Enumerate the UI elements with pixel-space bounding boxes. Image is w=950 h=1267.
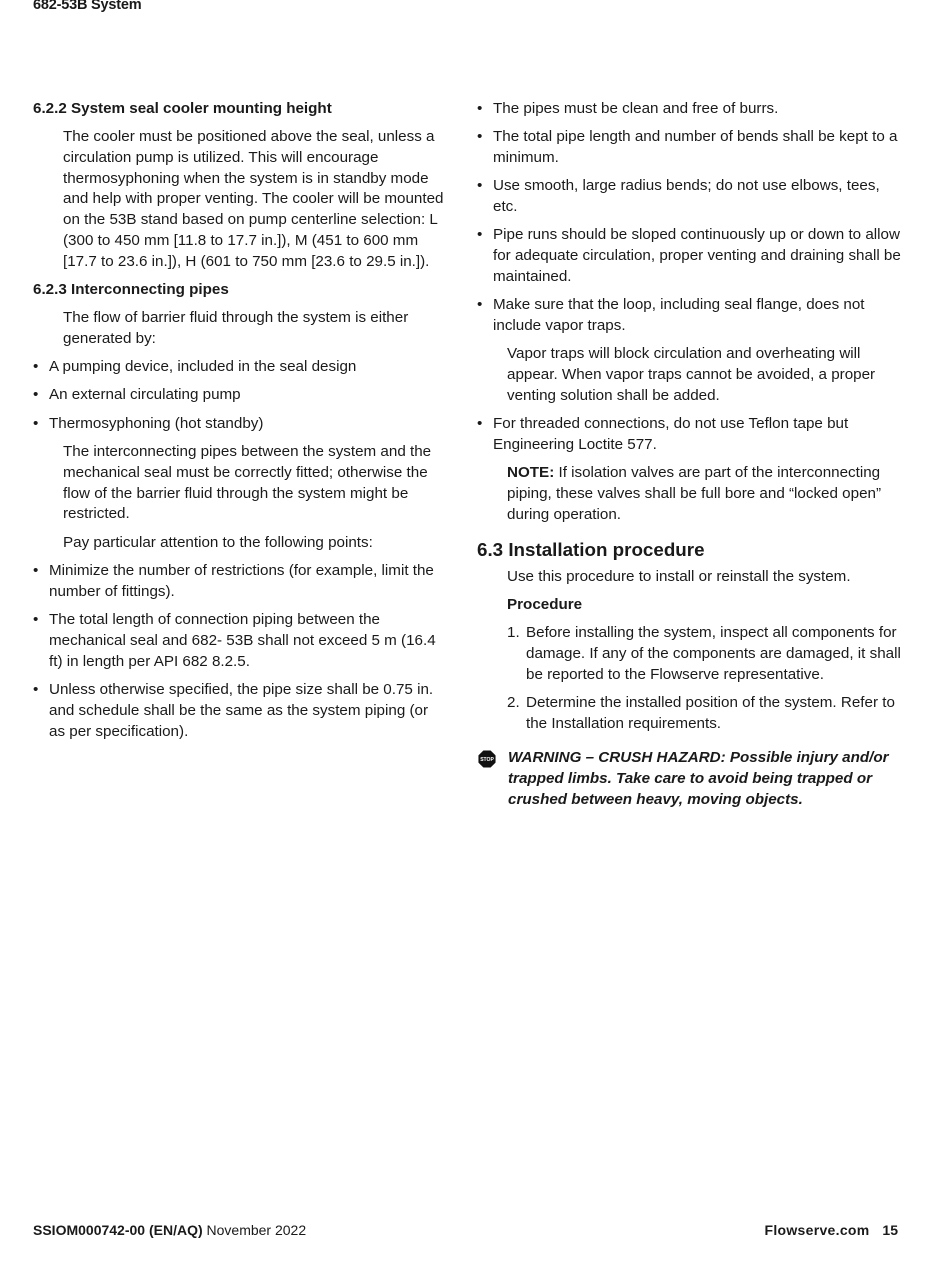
procedure-heading: Procedure [507,596,583,614]
warning-text: WARNING – CRUSH HAZARD: Possible injury and/or trapped limbs. Take care to avoid being trapped or crushed between heavy, moving objects. [508,748,889,808]
cooler-mounting-paragraph: The cooler must be positioned above the seal, unless a circulation pump is utilized. This will encourage thermosyphoning when the system is in standby mode and help with proper venting. The cooler will be mounted on the 53B stand based on pump centerline selection: L (300 to 450 mm [11.8 to 17.7 in.]), M (451 to 600 mm [17.7 to 23.6 in.]), H (601 to 750 mm [23.6 to 29.5 in.]). [63,128,444,270]
list-item: • For threaded connections, do not use Teflon tape but Engineering Loctite 577. [477,414,907,456]
list-item: • Unless otherwise specified, the pipe size shall be 0.75 in. and schedule shall be the same as the system piping (or as per specification). [33,680,448,742]
document-date: November 2022 [206,1222,307,1238]
note-paragraph [507,463,907,525]
list-item: • The total pipe length and number of bends shall be kept to a minimum. [477,127,907,169]
section-6-2-2-heading: 6.2.2 System seal cooler mounting height [33,100,332,117]
list-item: • The total length of connection piping between the mechanical seal and 682- 53B shall not exceed 5 m (16.4 ft) in length per API 682 8.2.5. [33,610,448,672]
note-text: If isolation valves are part of the interconnecting piping, these valves shall be full bore and “locked open” during operation. [507,464,882,524]
section-6-3-heading: 6.3 Installation procedure [477,538,705,560]
procedure-step [507,623,907,685]
step-text: Before installing the system, inspect all components for damage. If any of the components are damaged, it shall be reported to the Flowserve representative. [526,624,901,684]
list-item: • Pipe runs should be sloped continuously up or down to allow for adequate circulation, proper venting and draining shall be maintained. [477,225,907,287]
step-number: 2. [507,694,520,712]
list-item: • Minimize the number of restrictions (for example, limit the number of fittings). [33,561,448,603]
footer-document-info [33,1222,306,1238]
threaded-connections-list [477,414,907,456]
list-item: • An external circulating pump [33,385,448,406]
installation-intro: Use this procedure to install or reinstall the system. [507,567,851,585]
attention-intro-paragraph: Pay particular attention to the following points: [63,533,373,551]
list-item: • Thermosyphoning (hot standby) [33,414,448,435]
right-column [477,99,907,810]
step-number: 1. [507,624,520,642]
warning-block [477,747,907,810]
fitting-paragraph: The interconnecting pipes between the system and the mechanical seal must be correctly fitted; otherwise the flow of the barrier fluid through the system might be restricted. [63,443,432,523]
list-item: • A pumping device, included in the seal design [33,357,448,378]
procedure-step [507,693,907,735]
footer-website: Flowserve.com [764,1222,870,1238]
running-header-title: 682-53B System [33,0,142,13]
list-item: • The pipes must be clean and free of burrs. [477,99,907,120]
step-text: Determine the installed position of the system. Refer to the Installation requirements. [526,694,895,733]
attention-points-list [33,561,448,742]
pipe-requirements-list [477,99,907,337]
flow-source-list [33,357,448,434]
stop-sign-label: STOP [480,756,494,763]
vapor-traps-paragraph: Vapor traps will block circulation and overheating will appear. When vapor traps cannot be avoided, a proper venting solution shall be added. [507,345,876,405]
list-item: • Make sure that the loop, including seal flange, does not include vapor traps. [477,295,907,337]
note-label: NOTE: [507,464,555,482]
procedure-steps [507,623,907,734]
footer-page-info [764,1222,898,1238]
document-code: SSIOM000742-00 (EN/AQ) [33,1222,203,1238]
left-column [33,99,448,750]
flow-intro-paragraph: The flow of barrier fluid through the system is either generated by: [63,309,409,347]
section-6-2-3-heading: 6.2.3 Interconnecting pipes [33,281,229,299]
page-number: 15 [882,1222,898,1238]
list-item: • Use smooth, large radius bends; do not use elbows, tees, etc. [477,176,907,218]
stop-sign-icon [478,750,496,768]
